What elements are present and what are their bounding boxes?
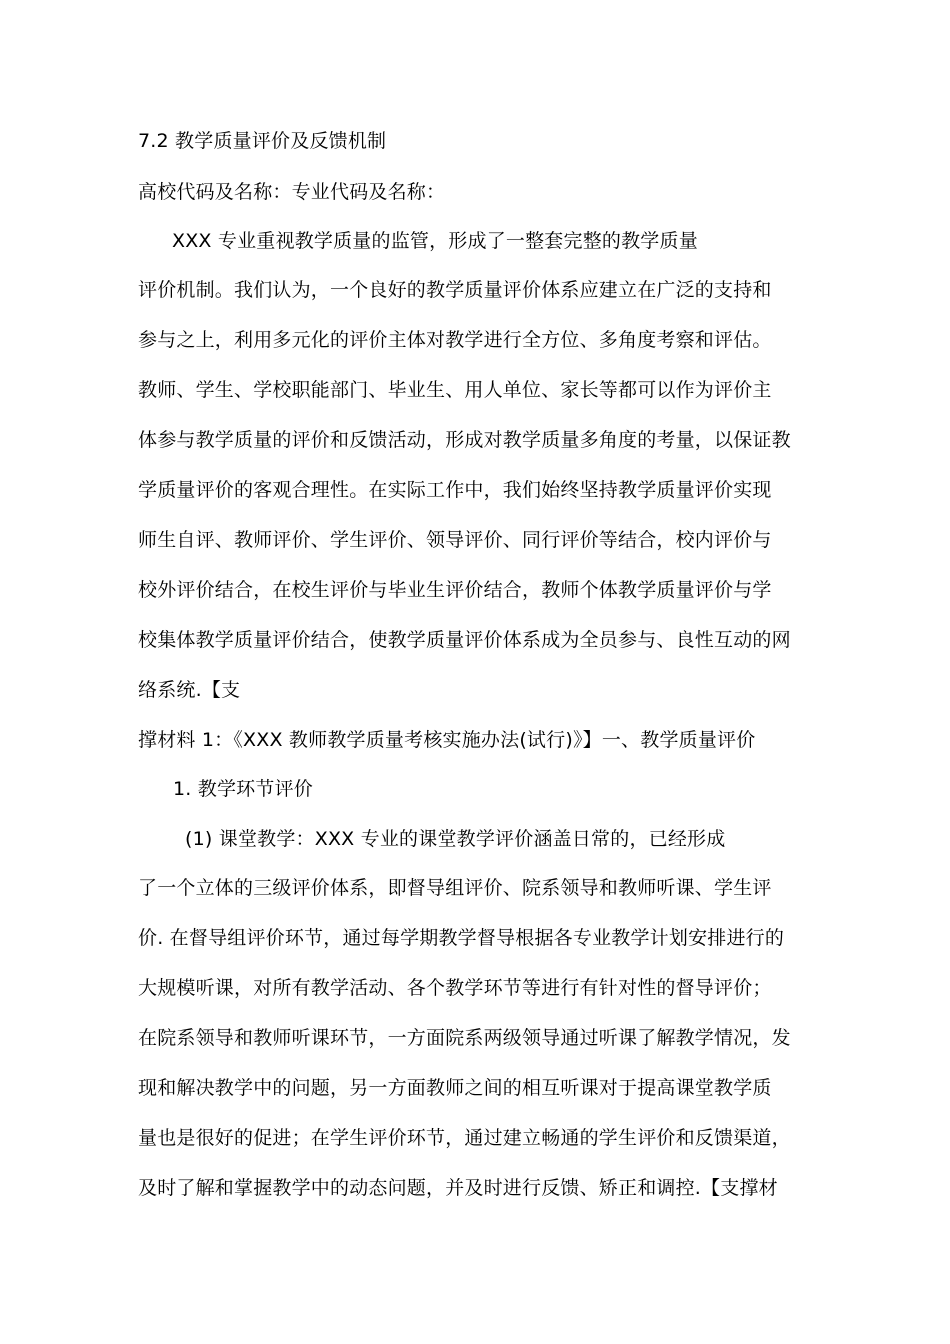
paragraph-line: 师生自评、教师评价、学生评价、领导评价、同行评价等结合，校内评价与 xyxy=(138,529,772,551)
paragraph-line: 校集体教学质量评价结合，使教学质量评价体系成为全员参与、良性互动的网 xyxy=(138,629,791,651)
paragraph-line: 教师、学生、学校职能部门、毕业生、用人单位、家长等都可以作为评价主 xyxy=(138,379,772,401)
paragraph-line: XXX 专业重视教学质量的监管，形成了一整套完整的教学质量 xyxy=(172,230,698,252)
paragraph-line: 大规模听课，对所有教学活动、各个教学环节等进行有针对性的督导评价； xyxy=(138,977,772,999)
school-code-line: 高校代码及名称：专业代码及名称： xyxy=(138,181,446,203)
section-heading: 7.2 教学质量评价及反馈机制 xyxy=(138,130,387,152)
paragraph-line: 量也是很好的促进；在学生评价环节，通过建立畅通的学生评价和反馈渠道， xyxy=(138,1127,791,1149)
paragraph-line: 在院系领导和教师听课环节，一方面院系两级领导通过听课了解教学情况，发 xyxy=(138,1027,791,1049)
paragraph-line: 现和解决教学中的问题，另一方面教师之间的相互听课对于提高课堂教学质 xyxy=(138,1077,772,1099)
list-item: 1. 教学环节评价 xyxy=(173,778,313,800)
paragraph-line: 体参与教学质量的评价和反馈活动，形成对教学质量多角度的考量，以保证教 xyxy=(138,429,791,451)
paragraph-line: 价. 在督导组评价环节，通过每学期教学督导根据各专业教学计划安排进行的 xyxy=(138,927,785,949)
paragraph-line: 参与之上，利用多元化的评价主体对教学进行全方位、多角度考察和评估。 xyxy=(138,329,772,351)
paragraph-line: 评价机制。我们认为，一个良好的教学质量评价体系应建立在广泛的支持和 xyxy=(138,279,772,301)
paragraph-line: 及时了解和掌握教学中的动态问题，并及时进行反馈、矫正和调控.【支撑材 xyxy=(138,1177,778,1199)
paragraph-line: (1) 课堂教学：XXX 专业的课堂教学评价涵盖日常的，已经形成 xyxy=(185,828,726,850)
paragraph-line: 学质量评价的客观合理性。在实际工作中，我们始终坚持教学质量评价实现 xyxy=(138,479,772,501)
paragraph-line: 撑材料 1：《XXX 教师教学质量考核实施办法(试行)》】一、教学质量评价 xyxy=(138,729,756,751)
paragraph-line: 校外评价结合，在校生评价与毕业生评价结合，教师个体教学质量评价与学 xyxy=(138,579,772,601)
paragraph-line: 了一个立体的三级评价体系，即督导组评价、院系领导和教师听课、学生评 xyxy=(138,877,772,899)
paragraph-line: 络系统.【支 xyxy=(138,679,241,701)
